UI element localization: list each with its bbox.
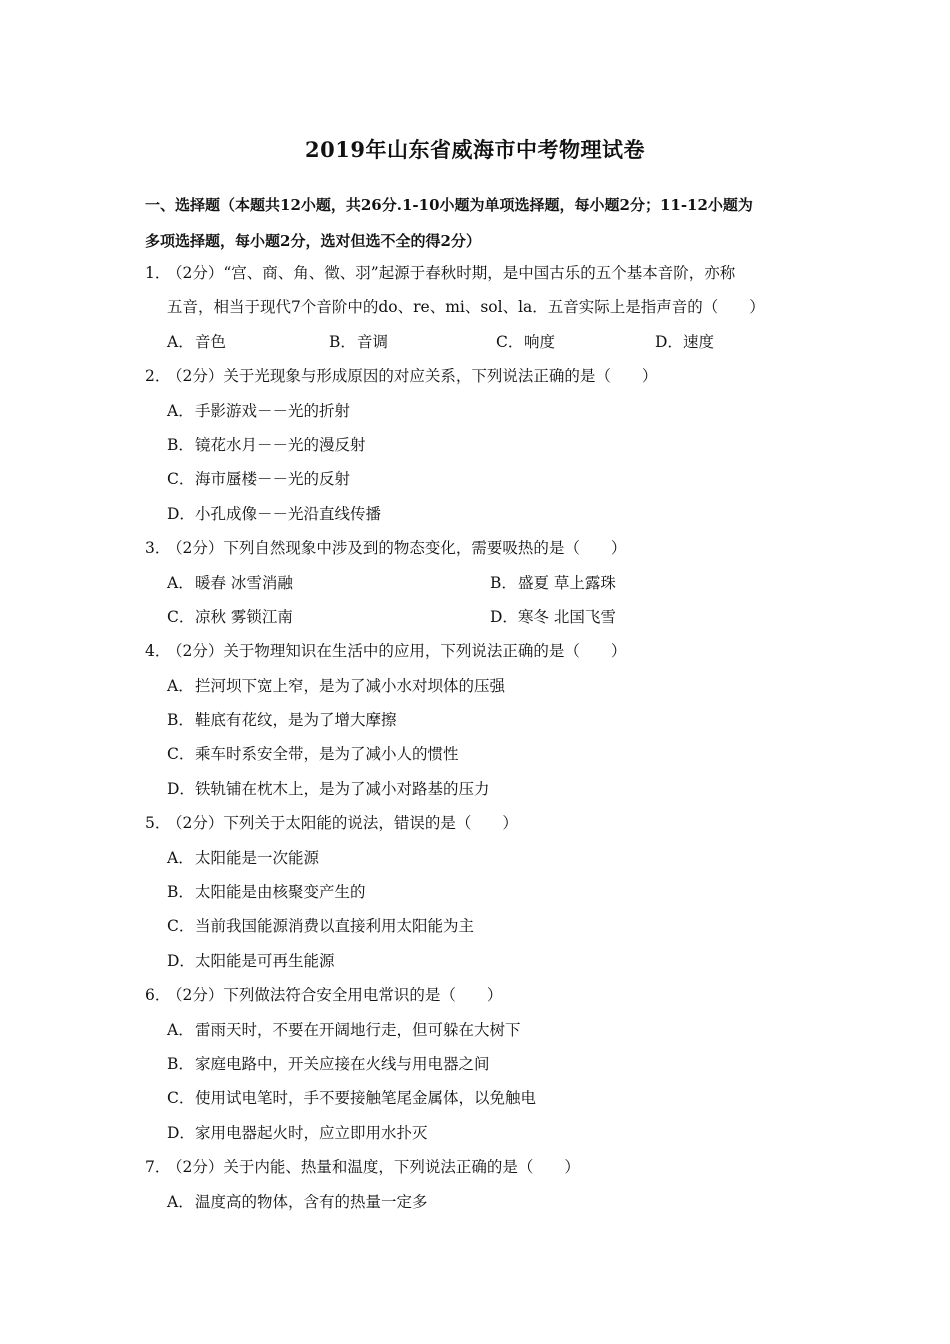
option-text: 拦河坝下宽上窄，是为了减小水对坝体的压强 [195, 676, 506, 695]
option-text: 海市蜃楼－－光的反射 [195, 470, 351, 489]
option-letter: B． [490, 573, 517, 592]
option-text: 音色 [195, 332, 227, 351]
section-heading [145, 187, 813, 259]
option-a[interactable] [167, 669, 813, 703]
question-number: 6． [145, 986, 171, 1005]
question-2 [145, 359, 813, 531]
option-text: 家庭电路中，开关应接在火线与用电器之间 [195, 1054, 490, 1073]
option-text: 太阳能是由核聚变产生的 [195, 883, 366, 902]
option-c[interactable] [167, 737, 813, 771]
option-d[interactable] [655, 325, 714, 359]
option-letter: A． [167, 1192, 194, 1211]
option-letter: C． [167, 470, 195, 489]
option-text: 雷雨天时，不要在开阔地行走，但可躲在大树下 [195, 1020, 521, 1039]
question-stem: （2分）关于物理知识在生活中的应用，下列说法正确的是（ ） [167, 642, 627, 661]
option-letter: D． [167, 504, 195, 523]
option-letter: D． [167, 951, 195, 970]
option-text: 盛夏 草上露珠 [518, 573, 616, 592]
option-b[interactable] [167, 428, 813, 462]
option-c[interactable] [167, 600, 490, 634]
option-b[interactable] [167, 1047, 813, 1081]
option-text: 使用试电笔时，手不要接触笔尾金属体，以免触电 [195, 1089, 537, 1108]
option-letter: B． [167, 435, 194, 454]
option-text: 寒冬 北国飞雪 [518, 607, 616, 626]
option-text: 鞋底有花纹，是为了增大摩擦 [195, 711, 397, 730]
option-a[interactable] [167, 841, 813, 875]
question-number: 5． [145, 814, 171, 833]
option-b[interactable] [329, 325, 496, 359]
option-letter: B． [167, 1054, 194, 1073]
page-title: 2019年山东省威海市中考物理试卷 [305, 137, 645, 162]
option-letter: A． [167, 401, 194, 420]
option-text: 当前我国能源消费以直接利用太阳能为主 [195, 917, 475, 936]
option-letter: D． [167, 1123, 195, 1142]
option-d[interactable] [167, 1116, 813, 1150]
option-d[interactable] [167, 944, 813, 978]
question-stem: （2分）关于光现象与形成原因的对应关系，下列说法正确的是（ ） [167, 367, 658, 386]
option-d[interactable] [490, 600, 813, 634]
option-row [145, 566, 813, 600]
section-heading-line-2: 多项选择题，每小题2分，选对但选不全的得2分） [145, 232, 481, 250]
option-letter: A． [167, 848, 194, 867]
option-c[interactable] [496, 325, 655, 359]
option-letter: A． [167, 573, 194, 592]
option-c[interactable] [167, 909, 813, 943]
question-stem: （2分）下列自然现象中涉及到的物态变化，需要吸热的是（ ） [167, 539, 627, 558]
option-text: 小孔成像－－光沿直线传播 [195, 504, 382, 523]
option-text: 温度高的物体，含有的热量一定多 [195, 1192, 428, 1211]
option-letter: D． [490, 607, 518, 626]
option-a[interactable] [167, 394, 813, 428]
option-letter: A． [167, 332, 194, 351]
question-6 [145, 978, 813, 1150]
question-1 [145, 256, 813, 359]
option-text: 太阳能是可再生能源 [195, 951, 335, 970]
option-c[interactable] [167, 462, 813, 496]
question-5 [145, 806, 813, 978]
question-3 [145, 531, 813, 634]
section-heading-line-1: 一、选择题（本题共12小题，共26分.1-10小题为单项选择题，每小题2分；11-12小题为 [145, 196, 753, 214]
question-number: 7． [145, 1158, 171, 1177]
option-row [145, 600, 813, 634]
option-letter: B． [167, 711, 194, 730]
option-letter: B． [329, 332, 356, 351]
option-letter: A． [167, 1020, 194, 1039]
option-text: 铁轨铺在枕木上，是为了减小对路基的压力 [195, 779, 490, 798]
option-letter: D． [655, 332, 683, 351]
option-a[interactable] [167, 1013, 813, 1047]
option-letter: D． [167, 779, 195, 798]
option-b[interactable] [490, 566, 813, 600]
question-4 [145, 634, 813, 806]
question-number: 1． [145, 264, 171, 282]
option-text: 镜花水月－－光的漫反射 [195, 435, 366, 454]
option-letter: A． [167, 676, 194, 695]
option-text: 速度 [683, 332, 715, 351]
option-d[interactable] [167, 772, 813, 806]
question-number: 2． [145, 367, 171, 386]
option-a[interactable] [167, 1185, 813, 1219]
option-text: 响度 [524, 332, 556, 351]
option-a[interactable] [167, 325, 329, 359]
option-a[interactable] [167, 566, 490, 600]
question-stem: （2分）下列关于太阳能的说法，错误的是（ ） [167, 814, 518, 833]
question-list [145, 256, 813, 1219]
option-letter: B． [167, 883, 194, 902]
option-letter: C． [496, 332, 524, 351]
option-letter: C． [167, 917, 195, 936]
option-letter: C． [167, 607, 195, 626]
question-stem: （2分）关于内能、热量和温度，下列说法正确的是（ ） [167, 1158, 580, 1177]
option-text: 手影游戏－－光的折射 [195, 401, 351, 420]
option-text: 乘车时系安全带，是为了减小人的惯性 [195, 745, 459, 764]
option-text: 凉秋 雾锁江南 [195, 607, 293, 626]
option-b[interactable] [167, 875, 813, 909]
question-number: 3． [145, 539, 171, 558]
option-text: 音调 [357, 332, 389, 351]
question-stem: （2分）“宫、商、角、徵、羽”起源于春秋时期，是中国古乐的五个基本音阶，亦称 [167, 264, 736, 282]
option-text: 太阳能是一次能源 [195, 848, 320, 867]
option-c[interactable] [167, 1081, 813, 1115]
option-letter: C． [167, 745, 195, 764]
question-stem-continued: 五音，相当于现代7个音阶中的do、re、mi、sol、la．五音实际上是指声音的（ ） [167, 298, 765, 317]
option-text: 家用电器起火时，应立即用水扑灭 [195, 1123, 428, 1142]
question-stem: （2分）下列做法符合安全用电常识的是（ ） [167, 986, 503, 1005]
question-7 [145, 1150, 813, 1219]
option-b[interactable] [167, 703, 813, 737]
option-row [145, 325, 813, 359]
question-number: 4． [145, 642, 171, 661]
option-d[interactable] [167, 497, 813, 531]
option-text: 暖春 冰雪消融 [195, 573, 293, 592]
option-letter: C． [167, 1089, 195, 1108]
